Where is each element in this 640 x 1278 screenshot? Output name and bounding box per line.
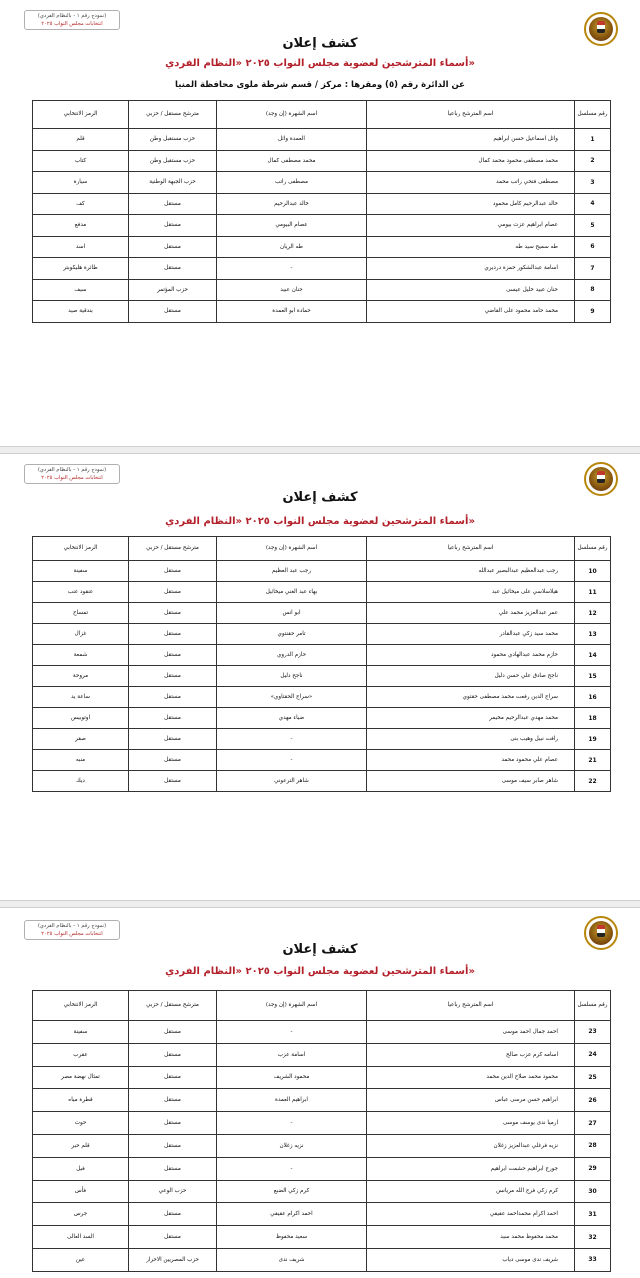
- cell-symbol: تمثال نهضة مصر: [33, 1066, 129, 1089]
- page-title: كشف إعلان: [282, 36, 358, 51]
- form-label-line1: (نموذج رقم ١ - بالنظام الفردي): [37, 923, 107, 929]
- table-row: [33, 771, 611, 792]
- cell-name: محمد حامد محمود على القاضي: [367, 301, 575, 323]
- cell-name: عمر عبدالعزيز محمد علي: [367, 603, 575, 624]
- cell-name: حنان عبيد خليل عيسى: [367, 279, 575, 301]
- cell-popular: عصام البيومي: [217, 215, 367, 237]
- cell-status: مستقل: [129, 1157, 217, 1180]
- table-row: [33, 687, 611, 708]
- cell-name: خالد عبدالرحيم كامل محمود: [367, 193, 575, 215]
- cell-symbol: ديك: [33, 771, 129, 792]
- cell-popular: «سراج الحقتاوي»: [217, 687, 367, 708]
- cell-name: محمد محفوظ محمد سيد: [367, 1226, 575, 1249]
- page-subtitle: أسماء المترشحين لعضوية مجلس النواب ٢٠٢٥ «النظام الفردي»: [165, 966, 475, 977]
- table-row: [33, 729, 611, 750]
- cell-status: حزب مستقبل وطن: [129, 150, 217, 172]
- cell-name: محمود محمد صلاح الدين محمد: [367, 1066, 575, 1089]
- cell-popular: -: [217, 1112, 367, 1135]
- cell-symbol: شمعة: [33, 645, 129, 666]
- table-row: [33, 301, 611, 323]
- cell-name: شريف ندى موسى دياب: [367, 1248, 575, 1271]
- cell-name: محمد مهدي عبدالرحيم مخيمر: [367, 708, 575, 729]
- cell-name: طه سميح سيد طه: [367, 236, 575, 258]
- cell-status: مستقل: [129, 750, 217, 771]
- cell-num: 16: [575, 687, 611, 708]
- header-symbol: الرمز الانتخابي: [33, 537, 129, 561]
- cell-symbol: عين: [33, 1248, 129, 1271]
- cell-popular: نزيه زغلان: [217, 1134, 367, 1157]
- table-row: [33, 215, 611, 237]
- page-separator: [0, 446, 640, 454]
- cell-status: مستقل: [129, 645, 217, 666]
- header-name: اسم المترشح رباعيا: [367, 991, 575, 1021]
- page-subtitle: أسماء المترشحين لعضوية مجلس النواب ٢٠٢٥ «النظام الفردي»: [165, 516, 475, 527]
- cell-popular: رجب عبد العظيم: [217, 561, 367, 582]
- cell-popular: -: [217, 750, 367, 771]
- cell-popular: سعيد محفوظ: [217, 1226, 367, 1249]
- table-row: [33, 150, 611, 172]
- cell-symbol: فيل: [33, 1157, 129, 1180]
- table-row: [33, 1021, 611, 1044]
- table-row: [33, 1043, 611, 1066]
- cell-status: مستقل: [129, 301, 217, 323]
- cell-symbol: مروحة: [33, 666, 129, 687]
- cell-status: مستقل: [129, 215, 217, 237]
- cell-symbol: مدفع: [33, 215, 129, 237]
- cell-status: مستقل: [129, 624, 217, 645]
- header-num: رقم مسلسل: [575, 101, 611, 129]
- cell-num: 33: [575, 1248, 611, 1271]
- cell-num: 22: [575, 771, 611, 792]
- cell-popular: مصطفى راتب: [217, 172, 367, 194]
- cell-num: 15: [575, 666, 611, 687]
- cell-status: مستقل: [129, 561, 217, 582]
- cell-symbol: منبه: [33, 750, 129, 771]
- cell-popular: -: [217, 1021, 367, 1044]
- cell-status: حزب المؤتمر: [129, 279, 217, 301]
- cell-num: 23: [575, 1021, 611, 1044]
- cell-symbol: عقرب: [33, 1043, 129, 1066]
- cell-num: 28: [575, 1134, 611, 1157]
- cell-num: 5: [575, 215, 611, 237]
- cell-name: عصام علي محمود محمد: [367, 750, 575, 771]
- cell-symbol: جرس: [33, 1203, 129, 1226]
- cell-num: 24: [575, 1043, 611, 1066]
- table-row: [33, 561, 611, 582]
- cell-popular: احمد اكرام عقيقي: [217, 1203, 367, 1226]
- form-label-box: [24, 464, 120, 484]
- candidates-table: [32, 990, 611, 1272]
- table-row: [33, 129, 611, 151]
- table-row: [33, 1112, 611, 1135]
- cell-symbol: اسد: [33, 236, 129, 258]
- cell-symbol: قلم: [33, 129, 129, 151]
- cell-status: حزب الجبهة الوطنية: [129, 172, 217, 194]
- header-name: اسم المترشح رباعيا: [367, 101, 575, 129]
- cell-num: 29: [575, 1157, 611, 1180]
- cell-symbol: سفينة: [33, 1021, 129, 1044]
- table-body: [33, 561, 611, 792]
- cell-popular: ابو انس: [217, 603, 367, 624]
- cell-status: مستقل: [129, 708, 217, 729]
- cell-symbol: سيارة: [33, 172, 129, 194]
- cell-num: 1: [575, 129, 611, 151]
- cell-popular: خالد عبدالرحيم: [217, 193, 367, 215]
- page-title: كشف إعلان: [282, 942, 358, 957]
- cell-name: ناجح صادق علي حسن دليل: [367, 666, 575, 687]
- table-row: [33, 1157, 611, 1180]
- cell-popular: محمود الشريف: [217, 1066, 367, 1089]
- table-row: [33, 1226, 611, 1249]
- cell-symbol: سفينة: [33, 561, 129, 582]
- cell-num: 10: [575, 561, 611, 582]
- announcement-page-1: [0, 0, 640, 446]
- cell-num: 2: [575, 150, 611, 172]
- cell-status: حزب الوعي: [129, 1180, 217, 1203]
- cell-status: مستقل: [129, 1021, 217, 1044]
- cell-symbol: كتاب: [33, 150, 129, 172]
- cell-status: مستقل: [129, 1066, 217, 1089]
- cell-status: مستقل: [129, 1089, 217, 1112]
- cell-num: 21: [575, 750, 611, 771]
- table-row: [33, 193, 611, 215]
- cell-popular: العمدة وائل: [217, 129, 367, 151]
- table-row: [33, 1248, 611, 1271]
- cell-num: 14: [575, 645, 611, 666]
- cell-status: حزب المصريين الاحرار: [129, 1248, 217, 1271]
- cell-popular: -: [217, 729, 367, 750]
- cell-name: عصام ابراهيم عزت بيومي: [367, 215, 575, 237]
- cell-popular: اسامة عزب: [217, 1043, 367, 1066]
- cell-symbol: تمساح: [33, 603, 129, 624]
- cell-status: حزب مستقبل وطن: [129, 129, 217, 151]
- cell-name: نزيه فرغلي عبدالعزيز زغلان: [367, 1134, 575, 1157]
- header-status: مترشح مستقل / حزبي: [129, 991, 217, 1021]
- cell-name: محمد سيد زكي عبدالقادر: [367, 624, 575, 645]
- candidates-table: [32, 100, 611, 323]
- cell-num: 18: [575, 708, 611, 729]
- cell-num: 6: [575, 236, 611, 258]
- table-row: [33, 1066, 611, 1089]
- cell-popular: شاهر الترعوني: [217, 771, 367, 792]
- header-name: اسم المترشح رباعيا: [367, 537, 575, 561]
- cell-name: رجب عبدالعظيم عبدالبصير عبدالله: [367, 561, 575, 582]
- cell-num: 19: [575, 729, 611, 750]
- candidates-table: [32, 536, 611, 792]
- cell-num: 7: [575, 258, 611, 280]
- cell-popular: حمادة ابو العمدة: [217, 301, 367, 323]
- cell-status: مستقل: [129, 1043, 217, 1066]
- cell-name: جورج ابراهيم حشمت ابراهيم: [367, 1157, 575, 1180]
- table-row: [33, 279, 611, 301]
- district-line: عن الدائرة رقم (٥) ومقرها : مركز / قسم شرطة ملوى محافظة المنيا: [175, 80, 465, 90]
- header-popular: اسم الشهرة (إن وجد): [217, 537, 367, 561]
- cell-name: سراج الدين رفعت محمد مصطفى حقتوي: [367, 687, 575, 708]
- table-body: [33, 1021, 611, 1272]
- cell-status: مستقل: [129, 729, 217, 750]
- cell-popular: بهاء عبد الغني ميخائيل: [217, 582, 367, 603]
- table-row: [33, 172, 611, 194]
- cell-status: مستقل: [129, 1134, 217, 1157]
- table-row: [33, 1134, 611, 1157]
- cell-num: 26: [575, 1089, 611, 1112]
- cell-name: كرم زكي فرج الله مريانس: [367, 1180, 575, 1203]
- cell-status: مستقل: [129, 1112, 217, 1135]
- cell-status: مستقل: [129, 666, 217, 687]
- cell-symbol: كف: [33, 193, 129, 215]
- cell-num: 27: [575, 1112, 611, 1135]
- announcement-page-3: [0, 908, 640, 1278]
- page-title: كشف إعلان: [282, 490, 358, 505]
- cell-symbol: حوت: [33, 1112, 129, 1135]
- cell-popular: ابراهيم العمدة: [217, 1089, 367, 1112]
- table-row: [33, 236, 611, 258]
- cell-popular: طه الريان: [217, 236, 367, 258]
- cell-popular: -: [217, 1157, 367, 1180]
- cell-num: 12: [575, 603, 611, 624]
- cell-popular: شريف ندى: [217, 1248, 367, 1271]
- cell-name: هيلاسلاسي على ميخائيل عبد: [367, 582, 575, 603]
- cell-name: مصطفى فتحي راتب محمد: [367, 172, 575, 194]
- cell-num: 25: [575, 1066, 611, 1089]
- cell-popular: -: [217, 258, 367, 280]
- cell-name: ارميا ندى يوسف موسى: [367, 1112, 575, 1135]
- cell-symbol: طائرة هليكوبتر: [33, 258, 129, 280]
- header-symbol: الرمز الانتخابي: [33, 101, 129, 129]
- cell-num: 9: [575, 301, 611, 323]
- cell-popular: ناجح دليل: [217, 666, 367, 687]
- form-label-line2: انتخابات مجلس النواب ٢٠٢٥: [41, 931, 103, 937]
- cell-symbol: قلم حبر: [33, 1134, 129, 1157]
- cell-name: رافت نبيل وهيب بنى: [367, 729, 575, 750]
- cell-popular: حازم الدروي: [217, 645, 367, 666]
- header-num: رقم مسلسل: [575, 537, 611, 561]
- page-subtitle: أسماء المترشحين لعضوية مجلس النواب ٢٠٢٥ «النظام الفردي»: [165, 58, 475, 69]
- header-popular: اسم الشهرة (إن وجد): [217, 101, 367, 129]
- form-label-line2: انتخابات مجلس النواب ٢٠٢٥: [41, 21, 103, 27]
- cell-symbol: السد العالى: [33, 1226, 129, 1249]
- cell-name: وائل اسماعيل حسن ابراهيم: [367, 129, 575, 151]
- cell-status: مستقل: [129, 1203, 217, 1226]
- cell-num: 11: [575, 582, 611, 603]
- cell-status: مستقل: [129, 1226, 217, 1249]
- cell-status: مستقل: [129, 603, 217, 624]
- cell-name: اسامه كرم عزب صالح: [367, 1043, 575, 1066]
- header-num: رقم مسلسل: [575, 991, 611, 1021]
- cell-num: 30: [575, 1180, 611, 1203]
- cell-popular: كرم زكي الضبع: [217, 1180, 367, 1203]
- cell-num: 4: [575, 193, 611, 215]
- cell-num: 8: [575, 279, 611, 301]
- header-symbol: الرمز الانتخابي: [33, 991, 129, 1021]
- header-popular: اسم الشهرة (إن وجد): [217, 991, 367, 1021]
- form-label-line1: (نموذج رقم ١ - بالنظام الفردي): [37, 467, 107, 473]
- cell-status: مستقل: [129, 771, 217, 792]
- cell-name: احمد جمال احمد موسى: [367, 1021, 575, 1044]
- page-separator: [0, 900, 640, 908]
- cell-status: مستقل: [129, 582, 217, 603]
- table-body: [33, 129, 611, 323]
- cell-symbol: اوتوبيس: [33, 708, 129, 729]
- cell-symbol: ساعة يد: [33, 687, 129, 708]
- cell-symbol: فأس: [33, 1180, 129, 1203]
- cell-status: مستقل: [129, 687, 217, 708]
- cell-name: حازم محمد عبدالهادي محمود: [367, 645, 575, 666]
- table-row: [33, 1203, 611, 1226]
- cell-symbol: صقر: [33, 729, 129, 750]
- cell-symbol: بندقية صيد: [33, 301, 129, 323]
- cell-status: مستقل: [129, 236, 217, 258]
- cell-popular: تامر حقنتوي: [217, 624, 367, 645]
- cell-num: 13: [575, 624, 611, 645]
- table-row: [33, 666, 611, 687]
- cell-num: 31: [575, 1203, 611, 1226]
- cell-symbol: عنقود عنب: [33, 582, 129, 603]
- cell-num: 32: [575, 1226, 611, 1249]
- header-status: مترشح مستقل / حزبي: [129, 101, 217, 129]
- cell-status: مستقل: [129, 193, 217, 215]
- cell-name: شاهر صابر سيف موسى: [367, 771, 575, 792]
- table-row: [33, 624, 611, 645]
- table-row: [33, 645, 611, 666]
- cell-name: احمد اكرام محمداحمد عقيقي: [367, 1203, 575, 1226]
- table-row: [33, 258, 611, 280]
- form-label-line1: (نموذج رقم ١ - بالنظام الفردي): [37, 13, 107, 19]
- cell-popular: محمد مصطفى كمال: [217, 150, 367, 172]
- table-row: [33, 708, 611, 729]
- table-row: [33, 582, 611, 603]
- cell-name: محمد مصطفى محمود محمد كمال: [367, 150, 575, 172]
- cell-name: ابراهيم حسن مرسى عباس: [367, 1089, 575, 1112]
- table-row: [33, 1180, 611, 1203]
- form-label-box: [24, 920, 120, 940]
- cell-symbol: سيف: [33, 279, 129, 301]
- cell-symbol: قطرة مياه: [33, 1089, 129, 1112]
- cell-popular: ضياء مهدي: [217, 708, 367, 729]
- form-label-box: [24, 10, 120, 30]
- table-row: [33, 750, 611, 771]
- table-row: [33, 603, 611, 624]
- cell-name: اسامة عبدالشكور حمزة درديري: [367, 258, 575, 280]
- table-row: [33, 1089, 611, 1112]
- header-status: مترشح مستقل / حزبي: [129, 537, 217, 561]
- announcement-page-2: [0, 454, 640, 900]
- form-label-line2: انتخابات مجلس النواب ٢٠٢٥: [41, 475, 103, 481]
- cell-status: مستقل: [129, 258, 217, 280]
- cell-num: 3: [575, 172, 611, 194]
- cell-popular: حنان عبيد: [217, 279, 367, 301]
- cell-symbol: غزال: [33, 624, 129, 645]
